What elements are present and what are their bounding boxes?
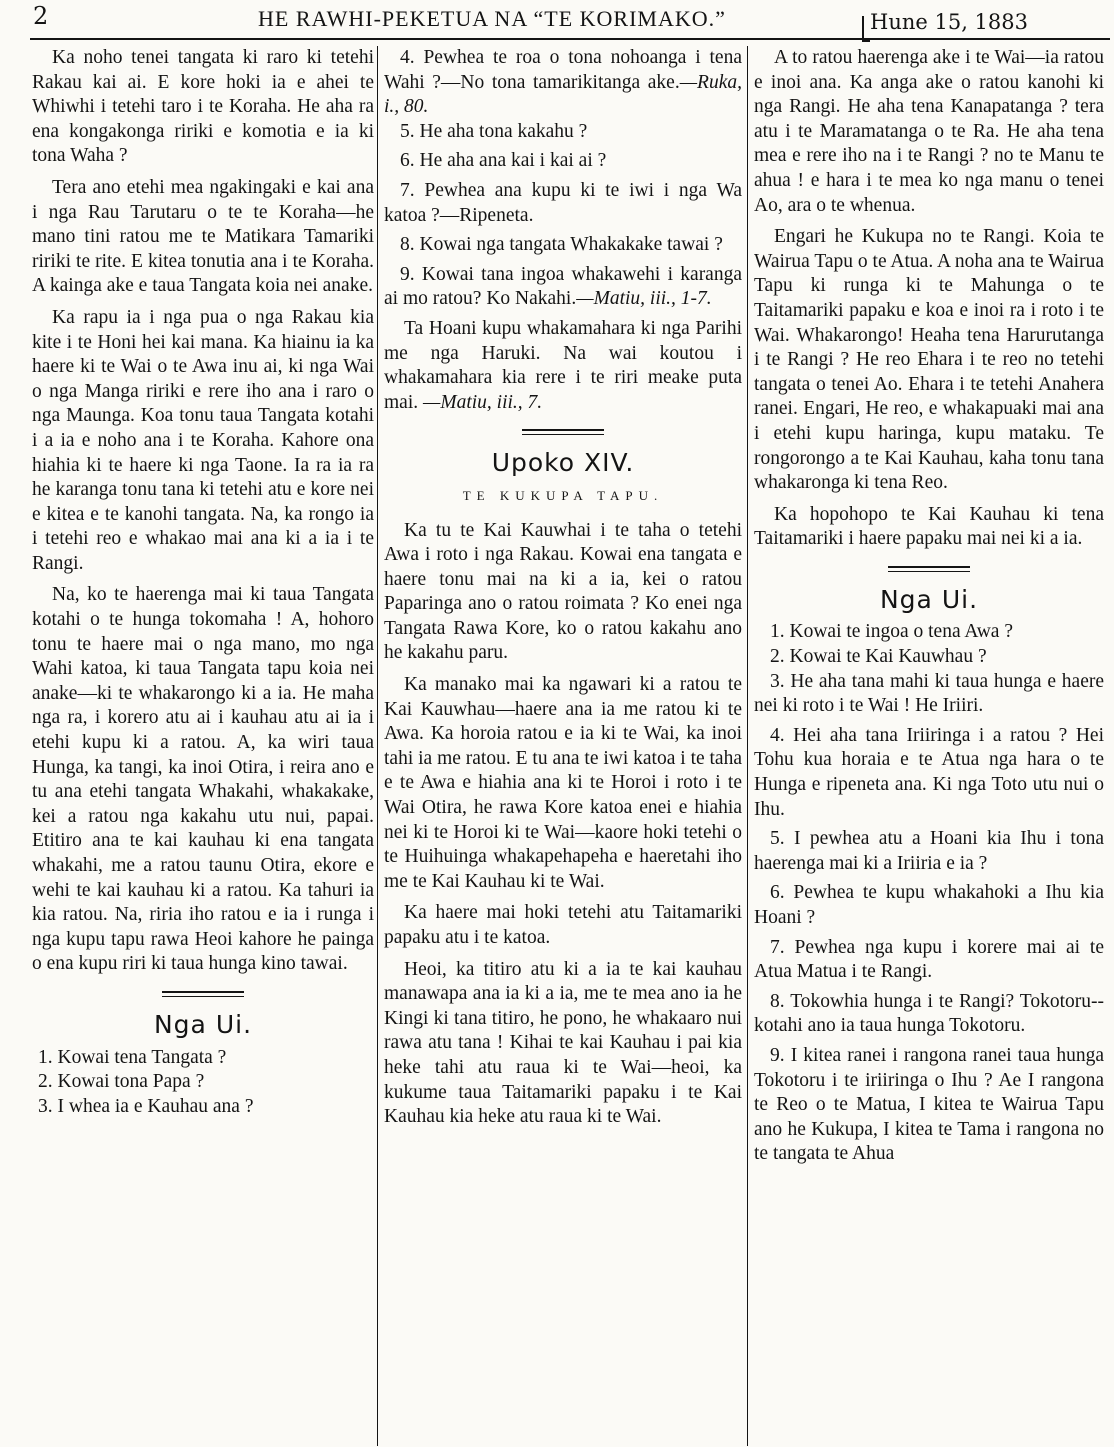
- paragraph: Ka haere mai hoki tetehi atu Taitamariki papaku atu i te katoa.: [384, 902, 742, 948]
- header-rule: [30, 38, 1110, 40]
- running-title: HE RAWHI-PEKETUA NA “TE KORIMAKO.”: [258, 6, 726, 31]
- section-heading: Nga Ui.: [153, 1009, 253, 1039]
- question-item: 8. Kowai nga tangata Whakakake tawai ?: [400, 234, 723, 256]
- section-rule: [162, 991, 244, 997]
- question-item: 6. He aha ana kai i kai ai ?: [400, 150, 607, 172]
- question-item: 1. Kowai tena Tangata ?: [38, 1046, 227, 1068]
- scripture-reference: —Matiu, iii., 7.: [423, 391, 543, 413]
- column-1: [32, 46, 374, 1446]
- question-item: 7. Pewhea ana kupu ki te iwi i nga Wa katoa ?—Ripeneta.: [384, 179, 742, 226]
- question-item: 9. I kitea ranei i rangona ranei taua hunga Tokotoru i te iriiringa o Ihu ? Ae I rangona te Reo o te Matua, I kitea te Wairua Tapu ano he Kukupa, I kitea te Tama i rangona no te tangata te Ahua: [754, 1044, 1104, 1165]
- question-item: 2. Kowai tona Papa ?: [38, 1071, 205, 1093]
- page-header: [0, 0, 1114, 38]
- issue-date: Hune 15, 1883: [870, 10, 1028, 34]
- question-item: 3. He aha tana mahi ki taua hunga e haere nei ki roto i te Wai ! He Iriiri.: [754, 670, 1104, 717]
- column-divider: [377, 46, 378, 1446]
- column-divider: [747, 46, 748, 1446]
- paragraph: Ka noho tenei tangata ki raro ki tetehi Rakau kai ai. E kore hoki ia e ahei te Whiwhi i tetehi taro i te Koraha. He aha ra ena kongakonga ririki e komotia e ia ki tona Waha ?: [32, 47, 374, 167]
- scripture-reference: —Ruka, i., 80.: [384, 71, 742, 118]
- question-item: 4. Pewhea te roa o tona nohoanga i tena Wahi ?—No tona tamarikitanga ake.—Ruka, i., 80.: [384, 47, 742, 118]
- column-3: [754, 46, 1104, 1446]
- question-item: 5. He aha tona kakahu ?: [400, 120, 588, 142]
- paragraph: Na, ko te haerenga mai ki taua Tangata kotahi o te hunga tokomaha ! A, hohoro tonu te haere mai o nga mano, mo nga Wahi katoa, ki taua Tangata tapu koia nei anake—ki te whakarongo ki a ia. He maha nga ra, i korero atu ai i kauhau atu ai ia i etehi kupu ki a ratou. A, ka wiri taua Hunga, ka tangi, ka inoi Otira, i reira ano e tu ana etehi tangata Whakahi, whakakake, kei a ratou nga kakahu utu nui, papai. Etitiro ana te kai kauhau ki ena tangata whakahi, me a ratou taunu Otira, ekore e wehi te kai kauhau ki a ratou. Ka tahuri ia kia ratou. Na, riria iho ratou e ia i runga i nga kupu tapu rawa Heoi kahore he painga o ena kupu riri ki taua hunga kino tawai.: [32, 584, 374, 975]
- paragraph: Ka tu te Kai Kauwhai i te taha o tetehi Awa i roto i nga Rakau. Kowai ena tangata e haere tonu mai na ki a ia, kei o ratou Paparinga ano o ratou roimata ? Ko enei nga Tangata Rawa Kore, ko o ratou kakahu ano he kakahu paru.: [384, 519, 742, 664]
- question-item: 2. Kowai te Kai Kauwhau ?: [770, 646, 987, 668]
- paragraph: Engari he Kukupa no te Rangi. Koia te Wairua Tapu o te Atua. A noha ana te Wairua Tapu ki runga ki te Mahunga o te Taitamariki papaku e koa e inoi ra i roto i te Wai. Whakarongo! Heaha tena Harurutanga i te Rangi ? He reo Ehara i te reo no tetehi tangata o tenei Ao. Ehara i te tetehi Anahera ranei. Engari, He reo, e whakapuaki mai ana i etehi kupu haringa, kupu mataku. Te rongorongo a te Kai Kauhau, kaha tonu tana whakaronga ki tena Reo.: [754, 226, 1104, 494]
- chapter-subtitle: TE KUKUPA TAPU.: [462, 487, 664, 503]
- paragraph: A to ratou haerenga ake i te Wai—ia ratou e inoi ana. Ka anga ake o ratou kanohi ki nga Rangi. He aha tena Kanapatanga ? tera atu i te Maramatanga o te Ra. He aha tena mea e rere iho na i te Rangi ? no te Manu te ahua ! e hara i te mea ko nga manu o tenei Ao, ara o te whenua.: [754, 47, 1104, 216]
- paragraph: Ta Hoani kupu whakamahara ki nga Parihi me nga Haruki. Na wai koutou i whakamahara kia rere i te riri meake puta mai. —Matiu, iii., 7.: [384, 317, 742, 413]
- paragraph: Heoi, ka titiro atu ki a ia te kai kauhau manawapa ana ia ki a ia, me te mea ano ia he Kingi ki tana titiro, he pono, he whakaaro nui rawa atu tana ! Kihai te kai Kauhau i pai kia heke tahi atu raua ki te Wai—heoi, ka kukume taua Taitamariki papaku i te Kai Kauhau kia heke atu raua ki te Wai.: [384, 958, 742, 1128]
- paragraph: Ka rapu ia i nga pua o nga Rakau kia kite i te Honi hei kai mana. Ka hiainu ia ka haere ki te Wai o te Awa inu ai, ki nga Wai o nga Manga ririki e rere iho ana i raro o nga Maunga. Koa tonu taua Tangata kotahi i a ia e noho ana i te Koraha. Kahore ona hiahia ki te haere ki nga Taone. Ia ra ia ra he karanga tonu tana ki tetehi atu e kore nei e kitea e te kanohi tangata. Na, ka rongo ia i tetehi reo e whakao mai ana ki a ia i te Rangi.: [32, 306, 374, 574]
- question-item: 3. I whea ia e Kauhau ana ?: [38, 1095, 254, 1117]
- question-item: 6. Pewhea te kupu whakahoki a Ihu kia Hoani ?: [754, 882, 1104, 928]
- question-item: 8. Tokowhia hunga i te Rangi? Tokotoru--kotahi ano ia taua hunga Tokotoru.: [754, 990, 1104, 1037]
- question-item: 9. Kowai tana ingoa whakawehi i karanga ai mo ratou? Ko Nakahi.—Matiu, iii., 1-7.: [384, 263, 742, 310]
- question-item: 4. Hei aha tana Iriiringa i a ratou ? Hei Tohu kua horaia e te Atua nga hara o te Hunga e ripeneta ana. Ki nga Toto utu nui o Ihu.: [754, 724, 1104, 820]
- question-item: 5. I pewhea atu a Hoani kia Ihu i tona haerenga mai ki a Iriiria e ia ?: [754, 828, 1104, 874]
- paragraph: Tera ano etehi mea ngakingaki e kai ana i nga Rau Tarutaru o te te Koraha—he mano tini ratou me te Matikara Tamariki ririki te rite. E kitea tonutia ana i te Koraha. A kainga ake e taua Tangata koia nei anake.: [32, 176, 374, 297]
- paragraph: Ka hopohopo te Kai Kauhau ki tena Taitamariki i haere papaku mai nei ki a ia.: [754, 503, 1104, 550]
- scripture-reference: —Matiu, iii., 1-7.: [576, 288, 712, 310]
- question-item: 1. Kowai te ingoa o tena Awa ?: [770, 621, 1013, 643]
- question-item: 7. Pewhea nga kupu i korere mai ai te Atua Matua i te Rangi.: [754, 936, 1104, 983]
- column-2: [384, 46, 742, 1446]
- paragraph: Ka manako mai ka ngawari ki a ratou te Kai Kauwhau—haere ana ia me ratou ki te Awa. Ka horoia ratou e ia ki te Wai, ka inoi tahi ia me ratou. E tu ana te iwi katoa i te taha e te Awa e hiahia ana ki te Horoi i roto i te Wai Otira, he rawa Kore katoa enei e hiahia nei ki te Horoi ki te Wai—kaore hoki tetehi o te Huihuinga whakapehapeha e haeretahi iho me te Kai Kauhau ki te Wai.: [384, 674, 742, 892]
- page-number: 2: [33, 2, 49, 30]
- section-rule: [888, 566, 970, 572]
- chapter-heading: Upoko XIV.: [491, 448, 635, 478]
- section-rule: [522, 429, 604, 435]
- section-heading: Nga Ui.: [879, 584, 979, 614]
